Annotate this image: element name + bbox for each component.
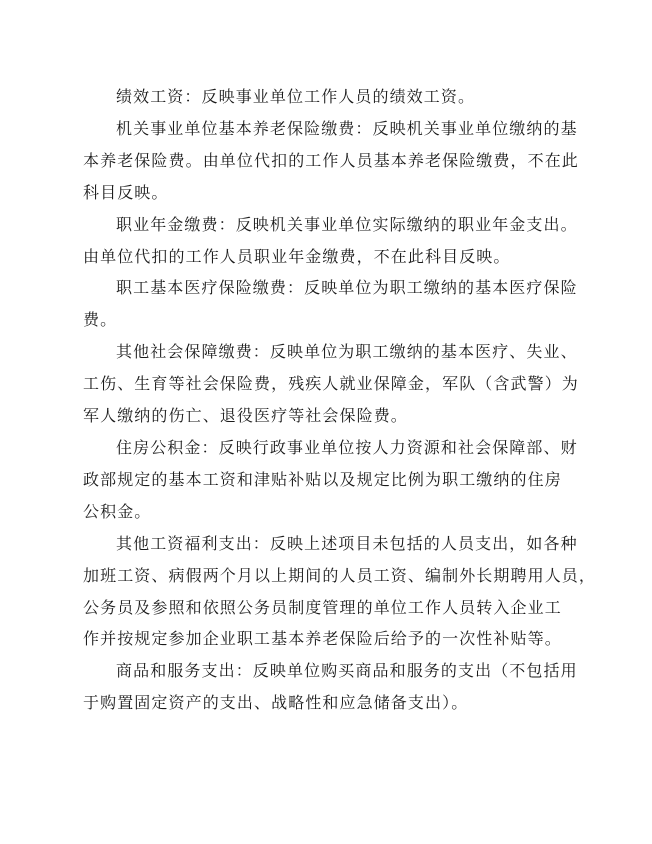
paragraph bbox=[83, 209, 623, 273]
document-page bbox=[83, 81, 623, 719]
text-line: 政部规定的基本工资和津贴补贴以及规定比例为职工缴纳的住房 bbox=[83, 469, 562, 489]
text-line: 职业年金缴费：反映机关事业单位实际缴纳的职业年金支出。 bbox=[116, 214, 578, 234]
text-line: 科目反映。 bbox=[83, 182, 169, 202]
paragraph bbox=[83, 528, 623, 656]
text-line: 公务员及参照和依照公务员制度管理的单位工作人员转入企业工 bbox=[83, 597, 562, 617]
text-line: 工伤、生育等社会保险费，残疾人就业保障金，军队（含武警）为 bbox=[83, 374, 579, 394]
text-line: 费。 bbox=[83, 310, 118, 330]
text-line: 商品和服务支出：反映单位购买商品和服务的支出（不包括用 bbox=[116, 661, 578, 681]
text-line: 作并按规定参加企业职工基本养老保险后给予的一次性补贴等。 bbox=[83, 629, 562, 649]
paragraph bbox=[83, 272, 623, 336]
text-line: 住房公积金：反映行政事业单位按人力资源和社会保障部、财 bbox=[116, 437, 578, 457]
paragraph bbox=[83, 113, 623, 209]
text-line: 由单位代扣的工作人员职业年金缴费，不在此科目反映。 bbox=[83, 246, 511, 266]
text-line: 其他工资福利支出：反映上述项目未包括的人员支出，如各种 bbox=[116, 533, 578, 553]
text-line: 本养老保险费。由单位代扣的工作人员基本养老保险缴费，不在此 bbox=[83, 150, 579, 170]
text-line: 职工基本医疗保险缴费：反映单位为职工缴纳的基本医疗保险 bbox=[116, 278, 578, 298]
paragraph bbox=[83, 655, 623, 719]
paragraph bbox=[83, 336, 623, 432]
text-line: 军人缴纳的伤亡、退役医疗等社会保险费。 bbox=[83, 406, 408, 426]
text-line: 加班工资、病假两个月以上期间的人员工资、编制外长期聘用人员， bbox=[83, 565, 597, 585]
text-line: 公积金。 bbox=[83, 501, 152, 521]
text-line: 其他社会保障缴费：反映单位为职工缴纳的基本医疗、失业、 bbox=[116, 342, 578, 362]
text-line: 绩效工资：反映事业单位工作人员的绩效工资。 bbox=[116, 87, 476, 106]
text-line: 机关事业单位基本养老保险缴费：反映机关事业单位缴纳的基 bbox=[116, 118, 578, 138]
paragraph bbox=[83, 81, 623, 113]
text-line: 于购置固定资产的支出、战略性和应急储备支出）。 bbox=[83, 693, 469, 713]
paragraph bbox=[83, 432, 623, 528]
